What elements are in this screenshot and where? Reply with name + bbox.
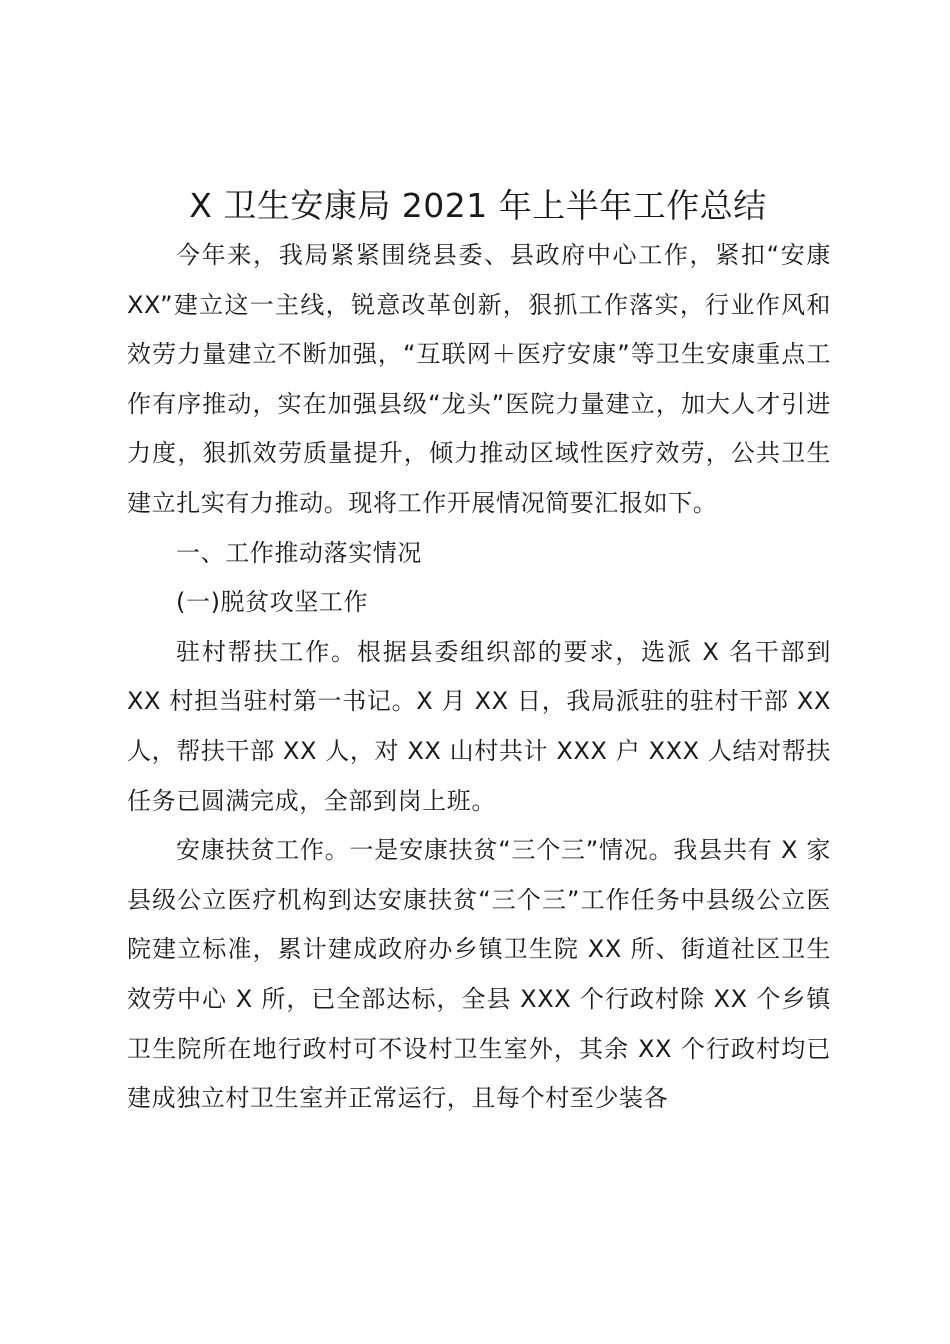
document-title: X 卫生安康局 2021 年上半年工作总结: [189, 186, 767, 225]
intro-paragraph: 今年来，我局紧紧围绕县委、县政府中心工作，紧扣“安康 XX”建立这一主线，锐意改革创新，狠抓工作落实，行业作风和效劳力量建立不断加强，“互联网＋医疗安康”等卫生安康重点工作有序推动，实在加强县级“龙头”医院力量建立，加大人才引进力度，狠抓效劳质量提升，倾力推动区域性医疗效劳，公共卫生建立扎实有力推动。现将工作开展情况简要汇报如下。: [127, 241, 831, 517]
section-heading: 一、工作推动落实情况: [176, 538, 422, 567]
health-poverty-paragraph: 安康扶贫工作。一是安康扶贫“三个三”情况。我县共有 X 家县级公立医疗机构到达安康扶贫“三个三”工作任务中县级公立医院建立标准，累计建成政府办乡镇卫生院 XX 所、街道社区卫生效劳中心 X 所，已全部达标，全县 XXX 个行政村除 XX 个乡镇卫生院所在地行政村可不设村卫生室外，其余 XX 个行政村均已建成独立村卫生室并正常运行，且每个村至少装各: [127, 836, 831, 1113]
document-body: [127, 231, 831, 1124]
subsection-heading: (一)脱贫攻坚工作: [176, 588, 369, 617]
village-assistance-paragraph: 驻村帮扶工作。根据县委组织部的要求，选派 X 名干部到 XX 村担当驻村第一书记。X 月 XX 日，我局派驻的驻村干部 XX 人，帮扶干部 XX 人，对 XX 山村共计 XXX 户 XXX 人结对帮扶任务已圆满完成，全部到岗上班。: [127, 637, 831, 815]
